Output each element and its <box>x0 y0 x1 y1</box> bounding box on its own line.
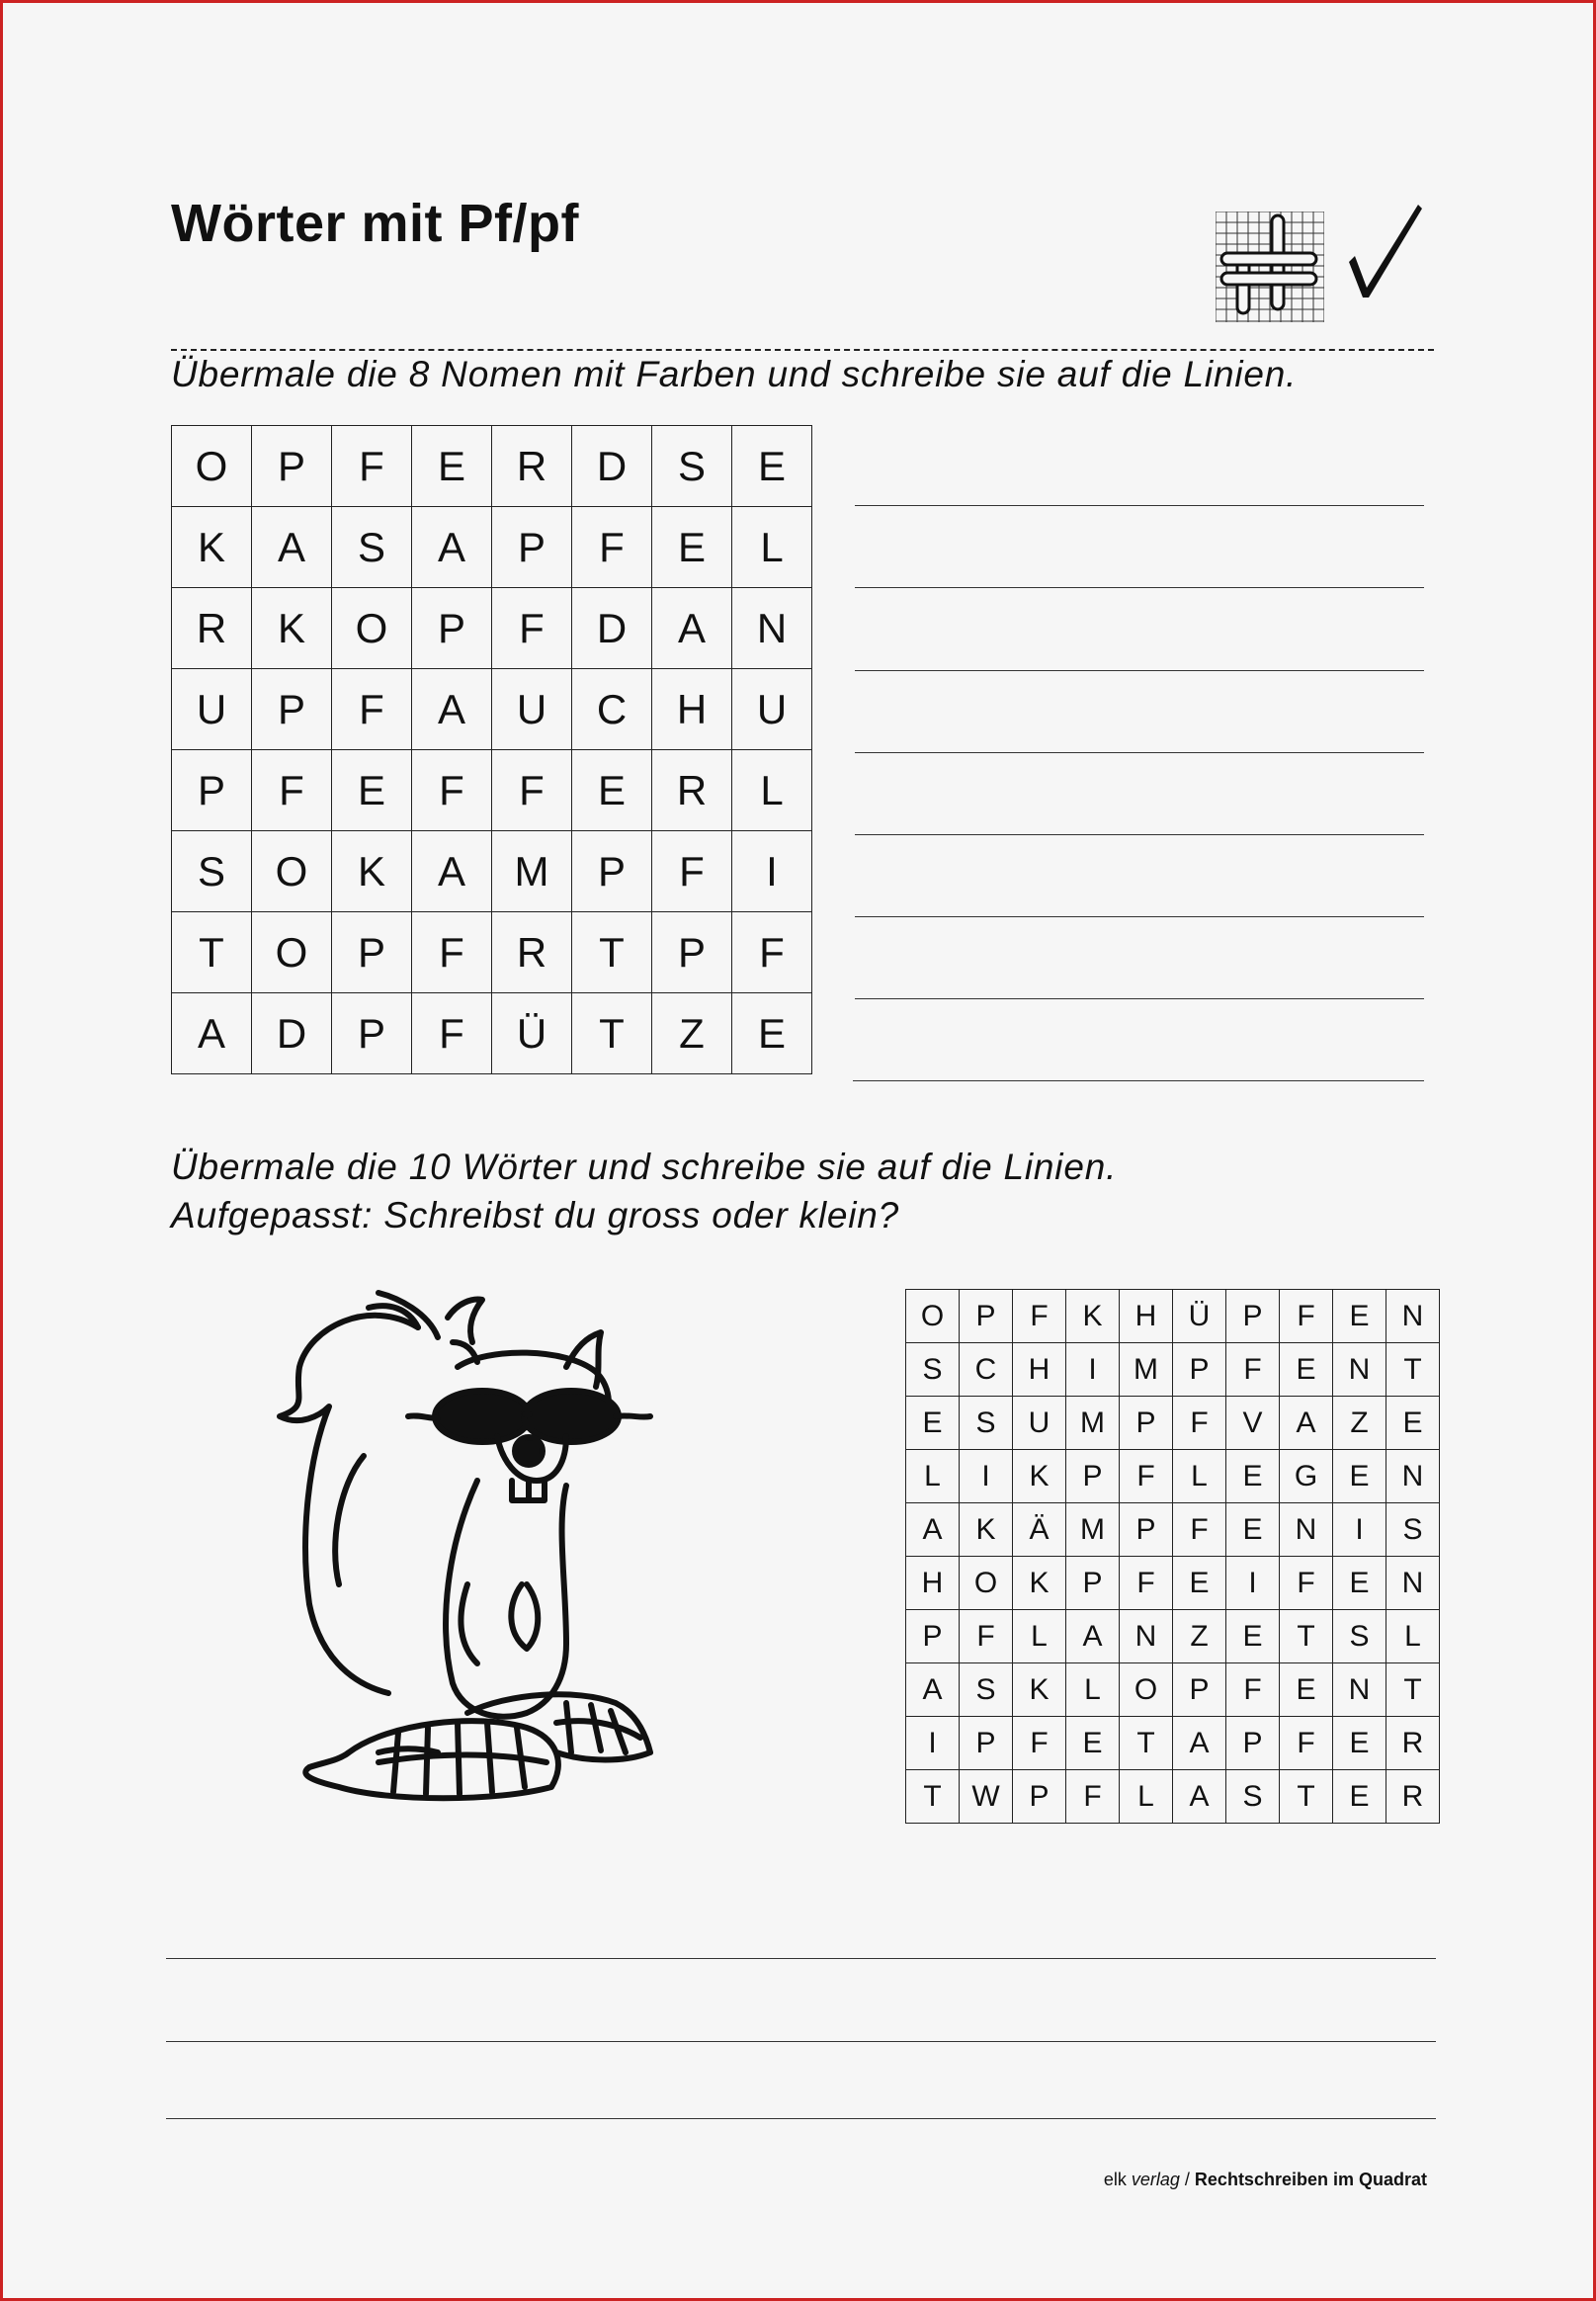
grid-cell[interactable]: A <box>1173 1717 1226 1770</box>
grid-cell[interactable]: P <box>1066 1450 1120 1503</box>
answer-line[interactable] <box>855 834 1424 835</box>
grid-cell[interactable]: L <box>1013 1610 1066 1663</box>
grid-cell[interactable]: E <box>652 507 732 588</box>
grid-cell[interactable]: T <box>1120 1717 1173 1770</box>
grid-row <box>906 1557 1440 1610</box>
grid-cell[interactable]: F <box>1280 1717 1333 1770</box>
grid-cell[interactable]: T <box>1386 1343 1440 1397</box>
grid-cell[interactable]: I <box>960 1450 1013 1503</box>
grid-cell[interactable]: M <box>1120 1343 1173 1397</box>
grid-cell[interactable]: P <box>1066 1557 1120 1610</box>
grid-cell[interactable]: N <box>1333 1663 1386 1717</box>
grid-cell[interactable]: K <box>1066 1290 1120 1343</box>
grid-cell[interactable]: S <box>960 1663 1013 1717</box>
grid-row <box>172 831 812 912</box>
grid-cell[interactable]: U <box>172 669 252 750</box>
grid-writing-icon <box>1216 212 1324 322</box>
grid-cell[interactable]: F <box>1120 1450 1173 1503</box>
grid-cell[interactable]: P <box>960 1717 1013 1770</box>
grid-cell[interactable]: S <box>906 1343 960 1397</box>
answer-line[interactable] <box>166 2118 1436 2119</box>
grid-cell[interactable]: Z <box>1173 1610 1226 1663</box>
grid-cell[interactable]: R <box>1386 1770 1440 1824</box>
grid-cell[interactable]: E <box>412 426 492 507</box>
grid-cell[interactable]: A <box>906 1663 960 1717</box>
grid-cell[interactable]: E <box>332 750 412 831</box>
grid-cell[interactable]: F <box>412 912 492 993</box>
grid-cell[interactable]: E <box>1226 1610 1280 1663</box>
grid-cell[interactable]: E <box>1226 1450 1280 1503</box>
grid-cell[interactable]: N <box>1333 1343 1386 1397</box>
grid-cell[interactable]: T <box>1280 1770 1333 1824</box>
grid-cell[interactable]: E <box>1333 1450 1386 1503</box>
grid-cell[interactable]: I <box>906 1717 960 1770</box>
dashed-divider <box>171 349 1434 351</box>
grid-cell[interactable]: A <box>1280 1397 1333 1450</box>
grid-cell[interactable]: O <box>1120 1663 1173 1717</box>
grid-cell[interactable]: L <box>1386 1610 1440 1663</box>
checkmark-icon <box>1345 201 1424 299</box>
grid-cell[interactable]: N <box>732 588 812 669</box>
grid-cell[interactable]: I <box>1333 1503 1386 1557</box>
grid-cell[interactable]: P <box>332 993 412 1074</box>
grid-cell[interactable]: F <box>1226 1663 1280 1717</box>
grid-cell[interactable]: E <box>1280 1663 1333 1717</box>
grid-cell[interactable]: E <box>906 1397 960 1450</box>
grid-cell[interactable]: S <box>652 426 732 507</box>
grid-cell[interactable]: P <box>960 1290 1013 1343</box>
answer-line[interactable] <box>855 752 1424 753</box>
grid-cell[interactable]: S <box>1226 1770 1280 1824</box>
answer-line[interactable] <box>855 916 1424 917</box>
grid-cell[interactable]: F <box>332 426 412 507</box>
grid-cell[interactable]: K <box>1013 1557 1066 1610</box>
answer-line[interactable] <box>855 998 1424 999</box>
grid-cell[interactable]: R <box>492 426 572 507</box>
grid-cell[interactable]: F <box>252 750 332 831</box>
word-search-grid-words[interactable] <box>905 1289 1440 1824</box>
grid-cell[interactable]: E <box>572 750 652 831</box>
grid-cell[interactable]: F <box>652 831 732 912</box>
grid-cell[interactable]: P <box>1226 1717 1280 1770</box>
grid-cell[interactable]: Ü <box>492 993 572 1074</box>
grid-cell[interactable]: F <box>412 750 492 831</box>
grid-cell[interactable]: A <box>906 1503 960 1557</box>
grid-cell[interactable]: P <box>1226 1290 1280 1343</box>
grid-cell[interactable]: P <box>252 669 332 750</box>
grid-cell[interactable]: F <box>1280 1557 1333 1610</box>
grid-cell[interactable]: M <box>1066 1397 1120 1450</box>
grid-row <box>906 1717 1440 1770</box>
footer-separator: / <box>1179 2170 1195 2189</box>
grid-cell[interactable]: L <box>732 750 812 831</box>
squirrel-illustration <box>270 1288 724 1822</box>
grid-cell[interactable]: P <box>492 507 572 588</box>
grid-cell[interactable]: R <box>172 588 252 669</box>
grid-cell[interactable]: S <box>332 507 412 588</box>
grid-row <box>172 507 812 588</box>
grid-cell[interactable]: I <box>1226 1557 1280 1610</box>
grid-cell[interactable]: N <box>1386 1290 1440 1343</box>
footer-publisher-suffix: verlag <box>1131 2170 1180 2189</box>
grid-row <box>172 993 812 1074</box>
footer-publisher: elk <box>1103 2170 1127 2189</box>
grid-cell[interactable]: E <box>1226 1503 1280 1557</box>
grid-cell[interactable]: R <box>652 750 732 831</box>
instruction-words: Übermale die 10 Wörter und schreibe sie auf die Linien. <box>171 1147 1118 1187</box>
grid-cell[interactable]: P <box>652 912 732 993</box>
grid-cell[interactable]: H <box>906 1557 960 1610</box>
grid-row <box>172 750 812 831</box>
grid-cell[interactable]: P <box>332 912 412 993</box>
grid-row <box>906 1397 1440 1450</box>
grid-cell[interactable]: K <box>252 588 332 669</box>
grid-cell[interactable]: F <box>960 1610 1013 1663</box>
grid-cell[interactable]: Ü <box>1173 1290 1226 1343</box>
grid-cell[interactable]: A <box>652 588 732 669</box>
grid-cell[interactable]: P <box>252 426 332 507</box>
grid-cell[interactable]: V <box>1226 1397 1280 1450</box>
grid-cell[interactable]: L <box>1066 1663 1120 1717</box>
grid-cell[interactable]: F <box>1066 1770 1120 1824</box>
grid-cell[interactable]: E <box>1333 1290 1386 1343</box>
grid-cell[interactable]: E <box>1066 1717 1120 1770</box>
grid-cell[interactable]: P <box>572 831 652 912</box>
word-search-grid-nouns[interactable] <box>171 425 812 1074</box>
grid-cell[interactable]: K <box>1013 1663 1066 1717</box>
grid-cell[interactable]: T <box>572 912 652 993</box>
grid-cell[interactable]: E <box>1173 1557 1226 1610</box>
grid-cell[interactable]: A <box>412 507 492 588</box>
grid-cell[interactable]: F <box>412 993 492 1074</box>
footer-series: Rechtschreiben im Quadrat <box>1194 2170 1427 2189</box>
grid-cell[interactable]: F <box>1173 1397 1226 1450</box>
grid-cell[interactable]: M <box>1066 1503 1120 1557</box>
grid-cell[interactable]: U <box>492 669 572 750</box>
page-title: Wörter mit Pf/pf <box>171 194 579 253</box>
grid-row <box>172 912 812 993</box>
grid-cell[interactable]: S <box>1333 1610 1386 1663</box>
grid-cell[interactable]: E <box>732 426 812 507</box>
grid-cell[interactable]: S <box>172 831 252 912</box>
grid-cell[interactable]: Z <box>652 993 732 1074</box>
grid-row <box>906 1610 1440 1663</box>
grid-cell[interactable]: T <box>1280 1610 1333 1663</box>
instruction-nouns: Übermale die 8 Nomen mit Farben und schreibe sie auf die Linien. <box>171 354 1298 394</box>
grid-cell[interactable]: K <box>960 1503 1013 1557</box>
grid-cell[interactable]: N <box>1120 1610 1173 1663</box>
grid-cell[interactable]: G <box>1280 1450 1333 1503</box>
answer-line[interactable] <box>855 670 1424 671</box>
grid-cell[interactable]: A <box>172 993 252 1074</box>
answer-line[interactable] <box>855 587 1424 588</box>
grid-cell[interactable]: K <box>332 831 412 912</box>
grid-cell[interactable]: F <box>1013 1717 1066 1770</box>
grid-row <box>906 1770 1440 1824</box>
grid-cell[interactable]: E <box>1333 1557 1386 1610</box>
grid-cell[interactable]: L <box>1120 1770 1173 1824</box>
grid-cell[interactable]: F <box>732 912 812 993</box>
grid-cell[interactable]: K <box>172 507 252 588</box>
grid-cell[interactable]: F <box>492 750 572 831</box>
grid-cell[interactable]: Z <box>1333 1397 1386 1450</box>
grid-row <box>172 669 812 750</box>
grid-cell[interactable]: E <box>732 993 812 1074</box>
grid-cell[interactable]: F <box>1013 1290 1066 1343</box>
grid-cell[interactable]: P <box>1120 1397 1173 1450</box>
grid-row <box>172 426 812 507</box>
grid-cell[interactable]: F <box>1173 1503 1226 1557</box>
grid-cell[interactable]: P <box>1013 1770 1066 1824</box>
instruction-hint: Aufgepasst: Schreibst du gross oder klein? <box>171 1195 899 1236</box>
grid-cell[interactable]: P <box>906 1610 960 1663</box>
grid-cell[interactable]: W <box>960 1770 1013 1824</box>
grid-cell[interactable]: Ä <box>1013 1503 1066 1557</box>
grid-cell[interactable]: E <box>1386 1397 1440 1450</box>
grid-cell[interactable]: M <box>492 831 572 912</box>
grid-cell[interactable]: O <box>252 831 332 912</box>
grid-cell[interactable]: F <box>492 588 572 669</box>
grid-cell[interactable]: A <box>1173 1770 1226 1824</box>
grid-cell[interactable]: P <box>1173 1343 1226 1397</box>
grid-cell[interactable]: P <box>412 588 492 669</box>
grid-cell[interactable]: A <box>252 507 332 588</box>
grid-cell[interactable]: O <box>906 1290 960 1343</box>
footer-credit <box>1104 2170 1427 2190</box>
grid-cell[interactable]: F <box>1280 1290 1333 1343</box>
grid-cell[interactable]: H <box>1013 1343 1066 1397</box>
grid-cell[interactable]: L <box>1173 1450 1226 1503</box>
grid-cell[interactable]: P <box>1173 1663 1226 1717</box>
grid-cell[interactable]: T <box>1386 1663 1440 1717</box>
grid-cell[interactable]: U <box>1013 1397 1066 1450</box>
grid-cell[interactable]: E <box>1280 1343 1333 1397</box>
grid-cell[interactable]: H <box>1120 1290 1173 1343</box>
grid-cell[interactable]: T <box>172 912 252 993</box>
grid-cell[interactable]: A <box>412 831 492 912</box>
grid-cell[interactable]: I <box>1066 1343 1120 1397</box>
grid-cell[interactable]: D <box>572 426 652 507</box>
grid-cell[interactable]: L <box>732 507 812 588</box>
answer-line[interactable] <box>853 1080 1424 1081</box>
grid-cell[interactable]: O <box>252 912 332 993</box>
grid-cell[interactable]: F <box>1120 1557 1173 1610</box>
grid-cell[interactable]: P <box>1120 1503 1173 1557</box>
grid-cell[interactable]: P <box>172 750 252 831</box>
grid-cell[interactable]: N <box>1386 1450 1440 1503</box>
grid-cell[interactable]: A <box>412 669 492 750</box>
grid-cell[interactable]: D <box>572 588 652 669</box>
grid-row <box>906 1343 1440 1397</box>
grid-cell[interactable]: R <box>1386 1717 1440 1770</box>
grid-cell[interactable]: H <box>652 669 732 750</box>
answer-line[interactable] <box>166 2041 1436 2042</box>
grid-cell[interactable]: F <box>1226 1343 1280 1397</box>
grid-cell[interactable]: N <box>1386 1557 1440 1610</box>
grid-cell[interactable]: N <box>1280 1503 1333 1557</box>
grid-cell[interactable]: C <box>960 1343 1013 1397</box>
grid-cell[interactable]: T <box>572 993 652 1074</box>
grid-cell[interactable]: D <box>252 993 332 1074</box>
grid-cell[interactable]: E <box>1333 1717 1386 1770</box>
grid-cell[interactable]: S <box>1386 1503 1440 1557</box>
grid-cell[interactable]: O <box>960 1557 1013 1610</box>
grid-row <box>906 1663 1440 1717</box>
grid-cell[interactable]: A <box>1066 1610 1120 1663</box>
grid-cell[interactable]: K <box>1013 1450 1066 1503</box>
grid-cell[interactable]: I <box>732 831 812 912</box>
answer-line[interactable] <box>166 1958 1436 1959</box>
grid-cell[interactable]: F <box>572 507 652 588</box>
grid-cell[interactable]: S <box>960 1397 1013 1450</box>
grid-cell[interactable]: C <box>572 669 652 750</box>
grid-row <box>906 1290 1440 1343</box>
answer-line[interactable] <box>855 505 1424 506</box>
grid-cell[interactable]: R <box>492 912 572 993</box>
grid-row <box>906 1450 1440 1503</box>
grid-cell[interactable]: T <box>906 1770 960 1824</box>
grid-row <box>906 1503 1440 1557</box>
grid-cell[interactable]: O <box>332 588 412 669</box>
grid-cell[interactable]: F <box>332 669 412 750</box>
grid-cell[interactable]: E <box>1333 1770 1386 1824</box>
grid-cell[interactable]: U <box>732 669 812 750</box>
grid-row <box>172 588 812 669</box>
grid-cell[interactable]: O <box>172 426 252 507</box>
grid-cell[interactable]: L <box>906 1450 960 1503</box>
